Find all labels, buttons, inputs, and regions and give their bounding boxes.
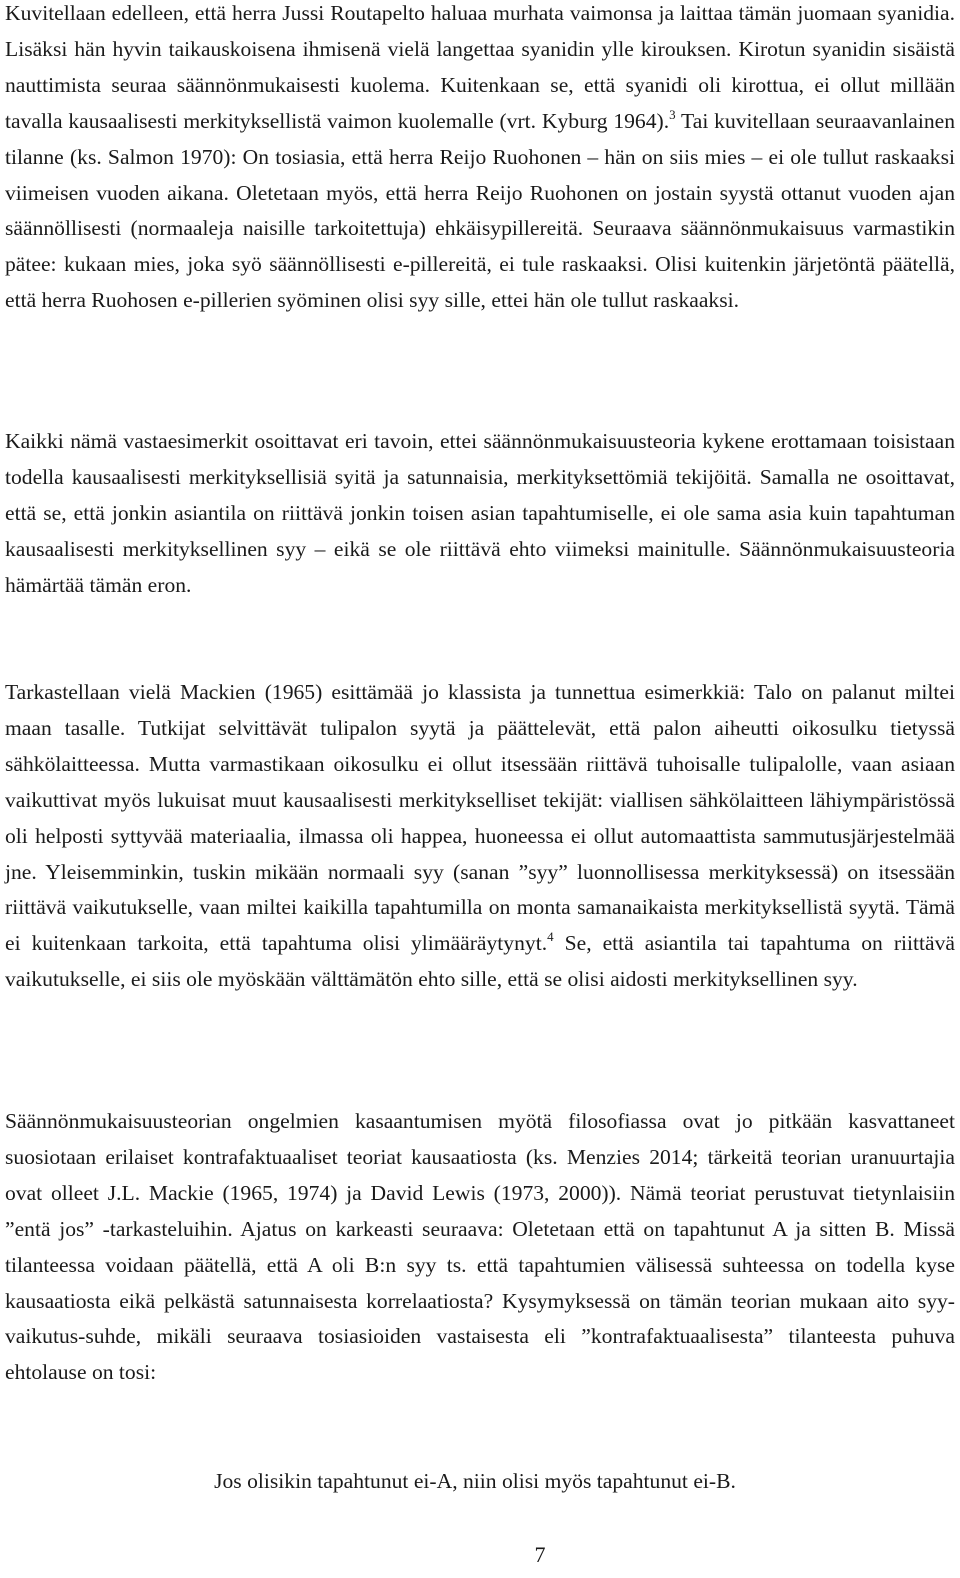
paragraph-3-text-a: Tarkastellaan vielä Mackien (1965) esittämää jo klassista ja tunnettua esimerkkiä: Talo on palanut miltei maan tasalle. Tutkijat selvittävät tulipalon syytä ja päättelevät, että palon aiheutti oikosulku tietyssä sähkölaitteessa. Mutta varmastikaan oikosulku ei ollut itsessään riittävä tuhoisalle tulipalolle, vaan asiaan vaikuttivat myös lukuisat muut kausaalisesti merkitykselliset tekijät: viallisen sähkölaitteen lähiympäristössä oli helposti syttyvää materiaalia, ilmassa oli happea, huoneessa ei ollut automaattista sammutusjärjestelmää jne. Yleisemminkin, tuskin mikään normaali syy (sanan ”syy” luonnollisessa merkityksessä) on itsessään riittävä vaikutukselle, vaan miltei kaikilla tapahtumilla on monta samanaikaista merkityksellistä syytä. Tämä ei kuitenkaan tarkoita, että tapahtuma olisi ylimääräytynyt. [5, 680, 955, 956]
paragraph-4: Säännönmukaisuusteorian ongelmien kasaantumisen myötä filosofiassa ovat jo pitkään kasvattaneet suosiotaan erilaiset kontrafaktuaaliset teoriat kausaatiosta (ks. Menzies 2014; tärkeitä teorian uranuurtajia ovat olleet J.L. Mackie (1965, 1974) ja David Lewis (1973, 2000)). Nämä teoriat perustuvat tietynlaisiin ”entä jos” -tarkasteluihin. Ajatus on karkeasti seuraava: Oletetaan että on tapahtunut A ja sitten B. Missä tilanteessa voidaan päätellä, että A oli B:n syy ts. että tapahtumien välisessä suhteessa on todella kyse kausaatiosta eikä pelkästä satunnaisesta korrelaatiosta? Kysymyksessä on tämän teorian mukaan aito syy-vaikutus-suhde, mikäli seuraava tosiasioiden vastaisesta eli ”kontrafaktuaalisesta” tilanteesta puhuva ehtolause on tosi: [5, 1109, 955, 1385]
paragraph-3-text-b: Se, että asiantila tai tapahtuma on riittävä vaikutukselle, ei siis ole myöskään välttämätön ehto sille, että se olisi aidosti merkityksellinen syy. [5, 931, 955, 992]
footnote-marker-4[interactable]: 4 [547, 929, 554, 945]
counterfactual-formula: Jos olisikin tapahtunut ei-A, niin olisi myös tapahtunut ei-B. [214, 1469, 736, 1493]
paragraph-1 [5, 0, 955, 319]
page-number: 7 [534, 1542, 546, 1567]
footnote-marker-3[interactable]: 3 [669, 106, 676, 122]
paragraph-2: Kaikki nämä vastaesimerkit osoittavat eri tavoin, ettei säännönmukaisuusteoria kykene erottamaan toisistaan todella kausaalisesti merkityksellisiä syitä ja satunnaisia, merkityksettömiä tekijöitä. Samalla ne osoittavat, että se, että jonkin asiantila on riittävä jonkin toisen asian tapahtumiselle, ei ole sama asia kuin tapahtuman kausaalisesti merkityksellinen syy – eikä se ole riittävä ehto viimeksi mainitulle. Säännönmukaisuusteoria hämärtää tämän eron. [5, 429, 955, 597]
paragraph-3 [5, 675, 955, 998]
paragraph-1-text-a: Kuvitellaan edelleen, että herra Jussi Routapelto haluaa murhata vaimonsa ja laittaa tämän juomaan syanidia. Lisäksi hän hyvin taikauskoisena ihmisenä vielä langettaa syanidin ylle kirouksen. Kirotun syanidin sisäistä nauttimista seuraa säännönmukaisesti kuolema. Kuitenkaan se, että syanidi oli kirottua, ei ollut millään tavalla kausaalisesti merkityksellistä vaimon kuolemalle (vrt. Kyburg 1964). [5, 1, 955, 133]
paragraph-1-text-b: Tai kuvitellaan seuraavanlainen tilanne (ks. Salmon 1970): On tosiasia, että herra Reijo Ruohonen – hän on siis mies – ei ole tullut raskaaksi viimeisen vuoden aikana. Oletetaan myös, että herra Reijo Ruohonen on jostain syystä ottanut vuoden ajan säännöllisesti (normaaleja naisille tarkoitettuja) ehkäisypillereitä. Seuraava säännönmukaisuus varmastikin pätee: kukaan mies, joka syö säännöllisesti e-pillereitä, ei tule raskaaksi. Olisi kuitenkin järjetöntä päätellä, että herra Ruohosen e-pillerien syöminen olisi syy sille, ettei hän ole tullut raskaaksi. [5, 108, 956, 313]
